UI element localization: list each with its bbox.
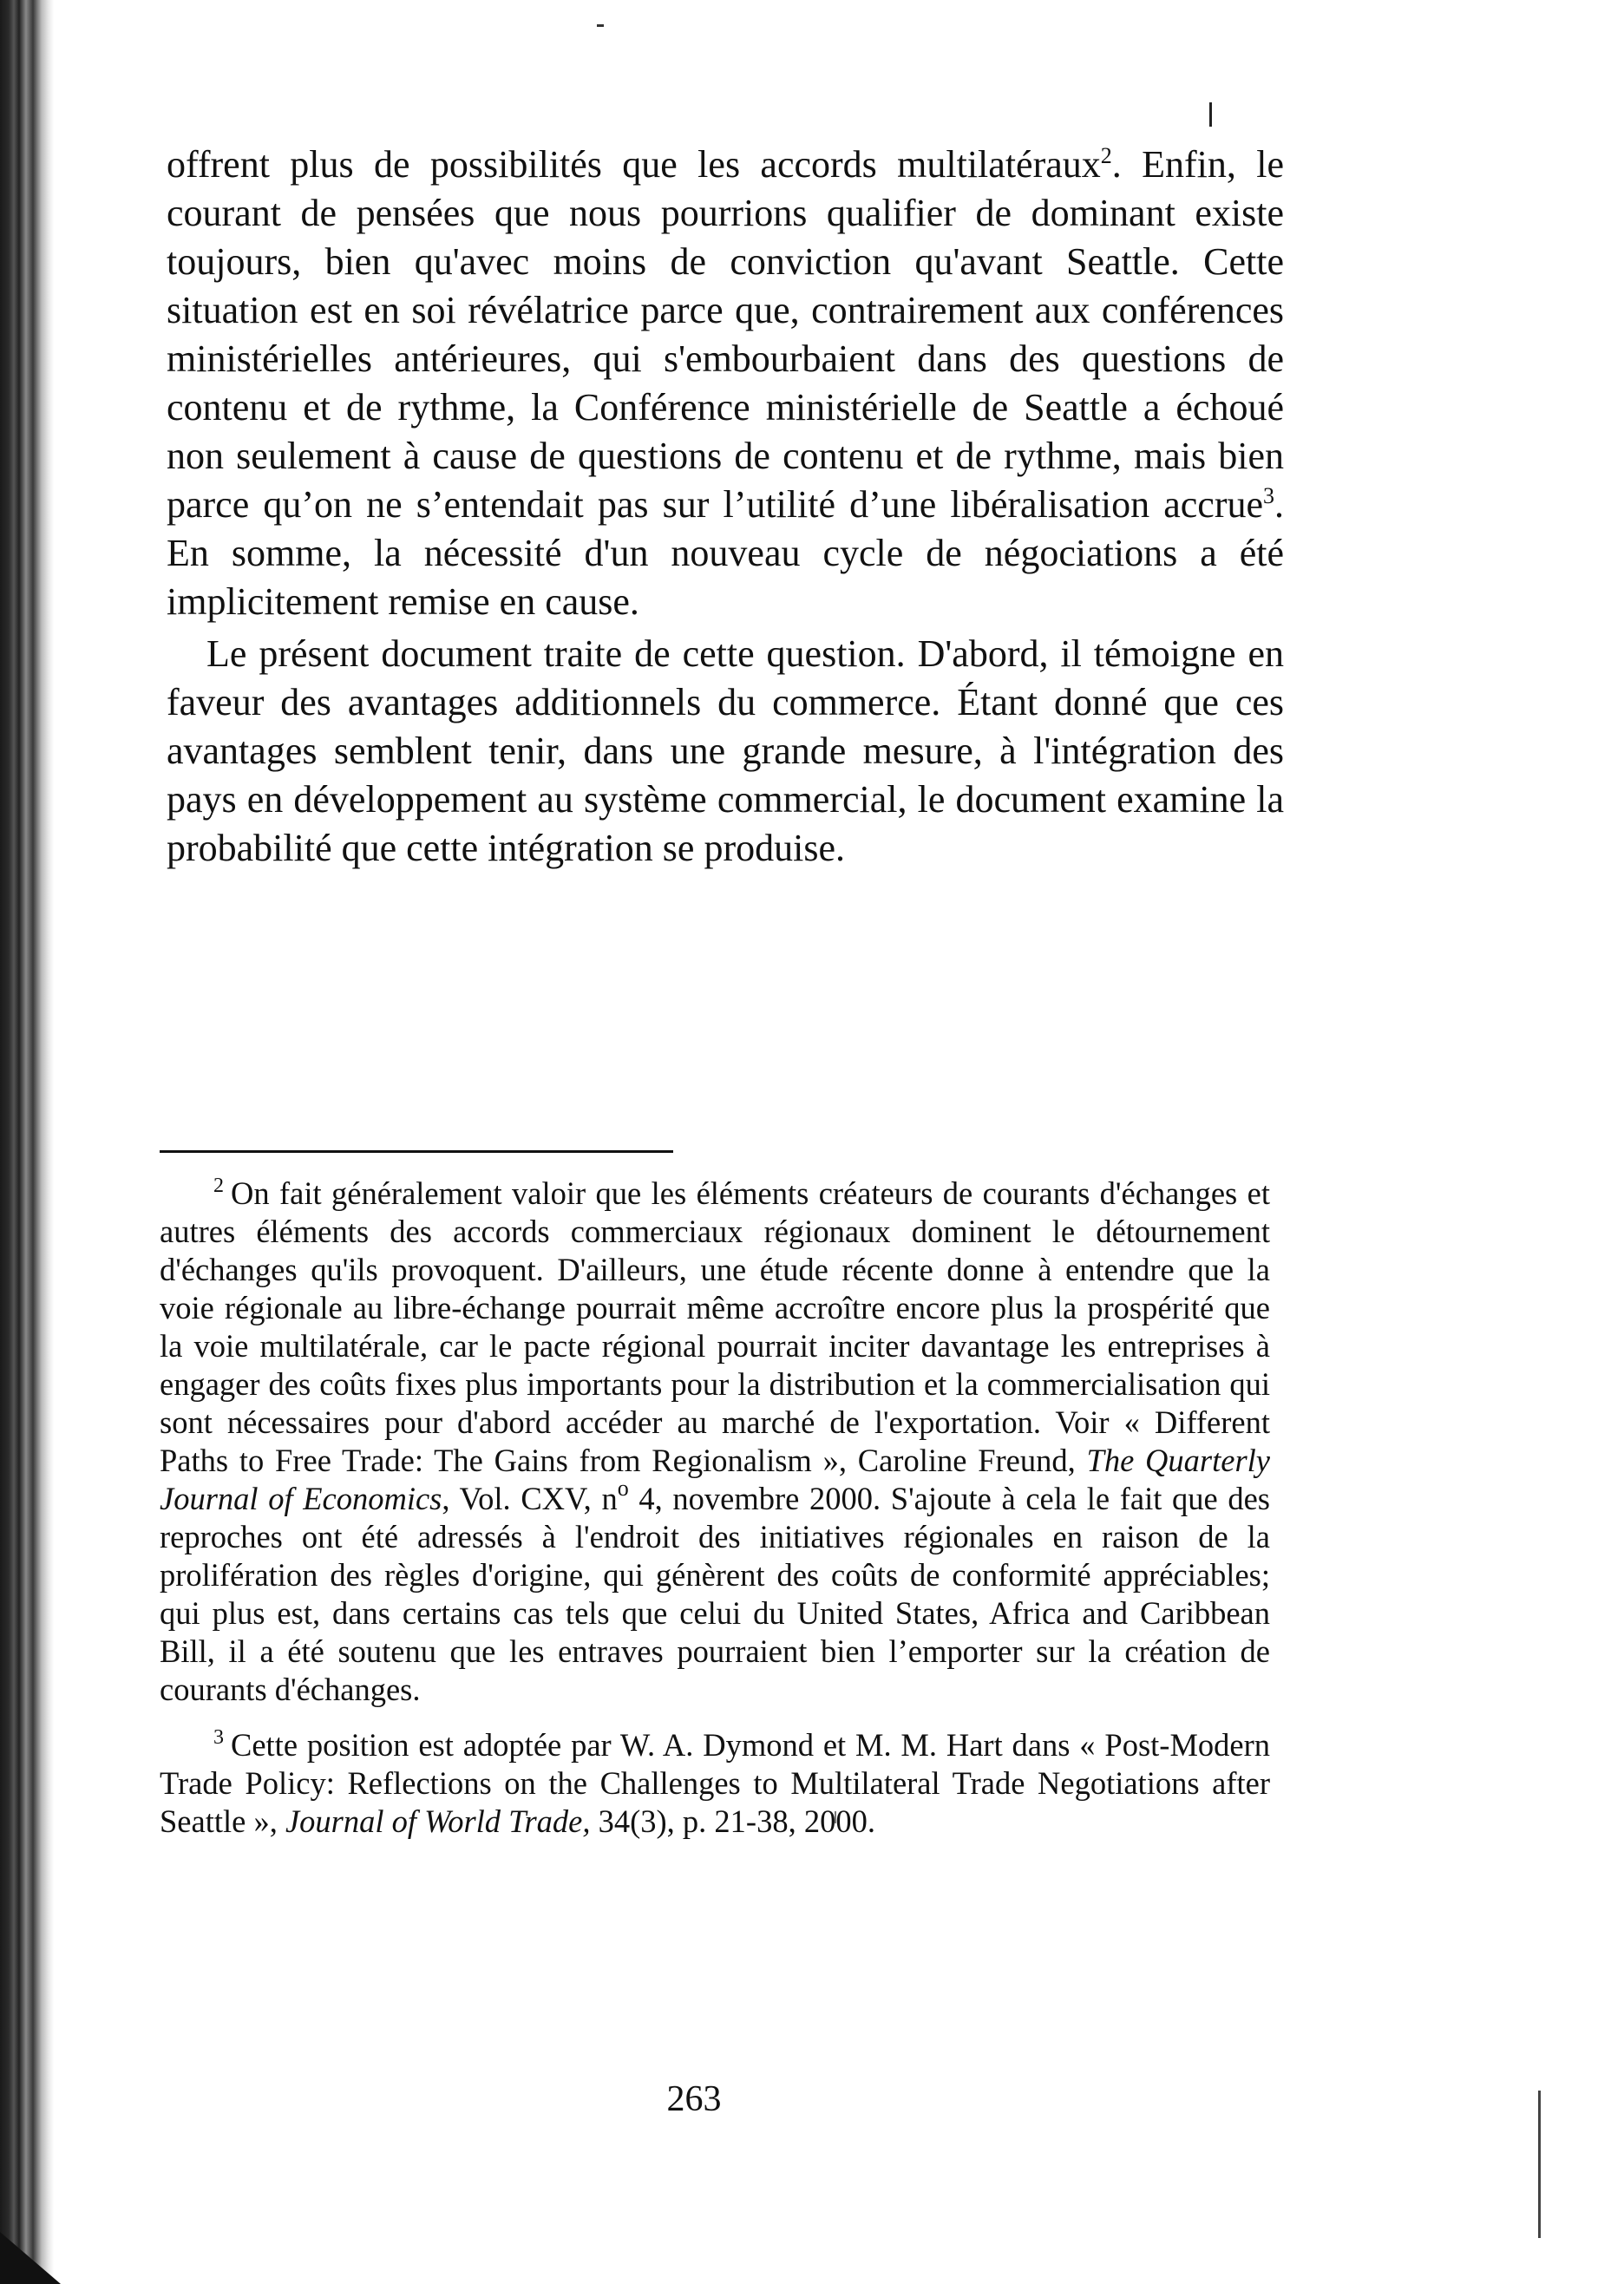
footnote-3-text-a: Cette position est adoptée par W. A. Dymond et M. M. Hart dans « Post-Modern Trade Policy: Reflections on the Challenges to Multilateral Trade Negotiations after Seattle », <box>160 1727 1270 1839</box>
footnote-2-journal: The Quarterly Journal of Economics <box>160 1443 1270 1516</box>
footnote-2-text-c: 4, novembre 2000. S'ajoute à cela le fait que des reproches ont été adressés à l'endroit des initiatives régionales en raison de la prolifération des règles d'origine, qui génèrent des coûts de conformité appréciables; qui plus est, dans certains cas tels que celui du United States, Africa and Caribbean Bill, il a été soutenu que les entraves pourraient bien l’emporter sur la création de courants d'échanges. <box>160 1481 1270 1707</box>
page-number-text: 263 <box>666 2079 722 2119</box>
footnote-2-degree: o <box>617 1476 629 1501</box>
page-number <box>0 2078 1388 2121</box>
scan-dot <box>597 24 604 27</box>
page-body <box>167 141 1284 873</box>
footnote-2-text-a: On fait généralement valoir que les éléments créateurs de courants d'échanges et autres éléments des accords commerciaux régionaux dominent le détournement d'échanges qu'ils provoquent. D'ailleurs, une étude récente donne à entendre que la voie régionale au libre-échange pourrait même accroître encore plus la prospérité que la voie multilatérale, car le pacte régional pourrait inciter davantage les entreprises à engager des coûts fixes plus importants pour la distribution et la commercialisation qui sont nécessaires pour d'abord accéder au marché de l'exportation. Voir « Different Paths to Free Trade: The Gains from Regionalism », Caroline Freund, <box>160 1175 1270 1478</box>
scan-binding-edge <box>0 0 54 2284</box>
scan-mark-right <box>1538 2091 1541 2238</box>
body-paragraph-1 <box>167 141 1284 626</box>
scan-mark-top <box>1209 102 1212 127</box>
footnotes <box>160 1175 1270 1841</box>
footnote-2-number: 2 <box>213 1175 224 1197</box>
body-paragraph-1-text-b: . Enfin, le courant de pensées que nous pourrions qualifier de dominant existe toujours, bien qu'avec moins de conviction qu'avant Seattle. Cette situation est en soi révélatrice parce que, contrairement aux conférences ministérielles antérieures, qui s'embourbaient dans des questions de contenu et de rythme, la Conférence ministérielle de Seattle a échoué non seulement à cause de questions de contenu et de rythme, mais bien parce qu’on ne s’entendait pas sur l’utilité d’une libéralisation accrue <box>167 143 1284 526</box>
footnote-2 <box>160 1175 1270 1709</box>
footnote-2-text-b: , Vol. CXV, n <box>442 1481 618 1516</box>
scan-binding-corner <box>0 2232 61 2284</box>
footnote-3-journal: Journal of World Trade, <box>285 1803 591 1839</box>
body-paragraph-1-text-a: offrent plus de possibilités que les accords multilatéraux <box>167 143 1101 186</box>
footnote-3 <box>160 1726 1270 1841</box>
body-paragraph-1-text-c: . En somme, la nécessité d'un nouveau cycle de négociations a été implicitement remise en cause. <box>167 483 1284 623</box>
footnote-separator <box>160 1150 673 1153</box>
footnote-ref-2: 2 <box>1100 143 1112 168</box>
footnote-3-text-b: 34(3), p. 21-38, 2000. <box>590 1803 875 1839</box>
footnote-ref-3: 3 <box>1263 483 1274 508</box>
body-paragraph-2: Le présent document traite de cette question. D'abord, il témoigne en faveur des avantages additionnels du commerce. Étant donné que ces avantages semblent tenir, dans une grande mesure, à l'intégration des pays en développement au système commercial, le document examine la probabilité que cette intégration se produise. <box>167 632 1284 869</box>
footnote-3-number: 3 <box>213 1726 224 1749</box>
